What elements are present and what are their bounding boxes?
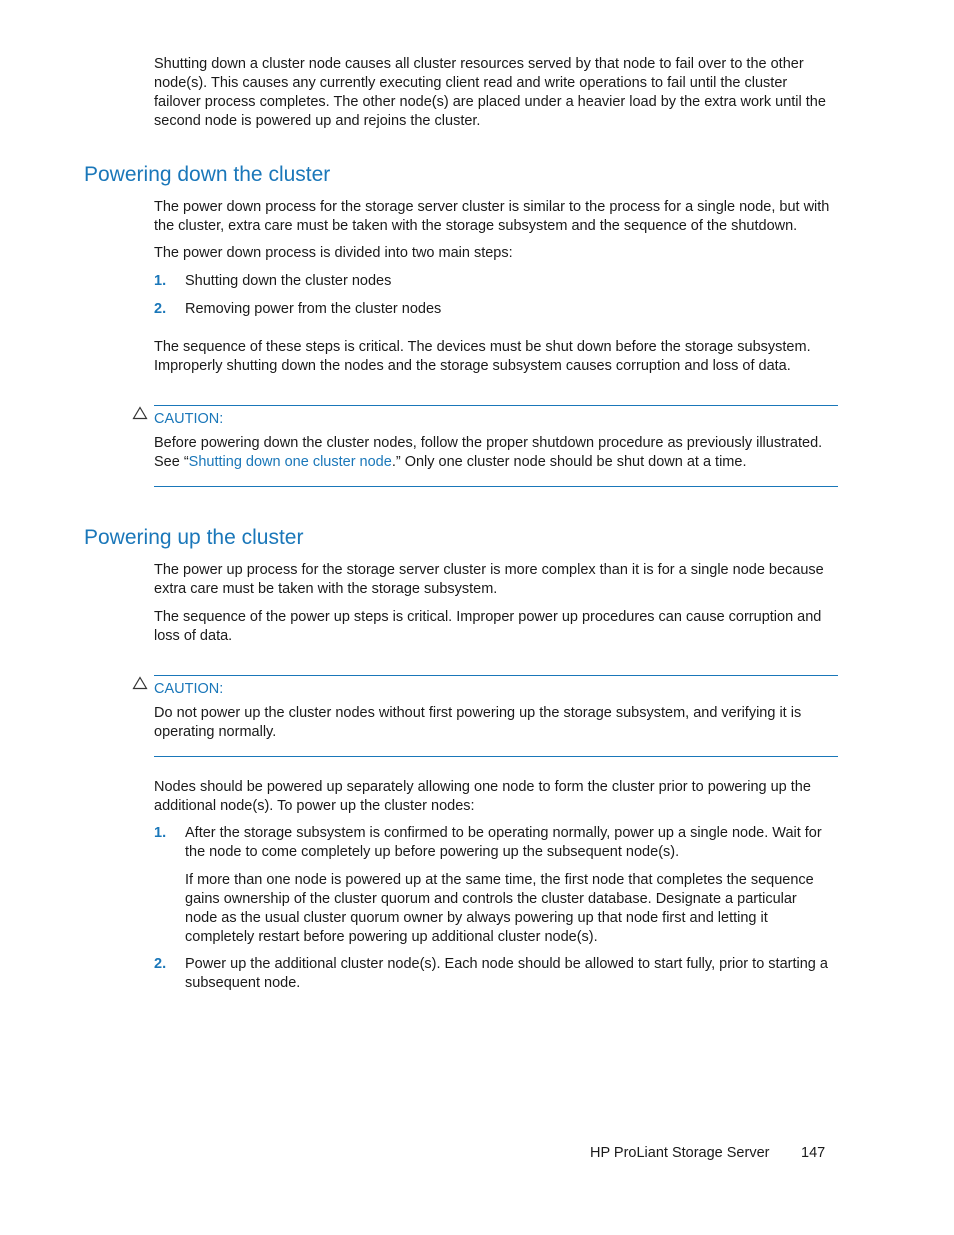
power-up-paragraph-3: Nodes should be powered up separately allowing one node to form the cluster prior to powering up the additional node(s). To power up the cluster nodes: [154, 779, 811, 814]
caution-1-label: CAUTION: [154, 411, 224, 427]
power-down-heading: Powering down the cluster [84, 163, 331, 186]
power-down-step-2-text: Removing power from the cluster nodes [185, 301, 442, 317]
caution-1-text-after: .” Only one cluster node should be shut down at a time. [391, 454, 747, 470]
footer-title: HP ProLiant Storage Server [590, 1145, 770, 1161]
power-down-step-1-number: 1. [154, 273, 167, 289]
power-down-paragraph-3: The sequence of these steps is critical. The devices must be shut down before the storage subsystem. Improperly shutting down the nodes and the storage subsystem causes corruption and loss of data. [154, 339, 811, 374]
caution-1-top-rule [154, 405, 838, 406]
page-number: 147 [801, 1145, 826, 1161]
power-up-paragraph-2: The sequence of the power up steps is critical. Improper power up procedures can cause corruption and loss of data. [154, 609, 822, 644]
caution-triangle-icon [132, 406, 148, 420]
caution-2-bottom-rule [154, 756, 838, 757]
power-down-step-2-number: 2. [154, 301, 167, 317]
caution-1-bottom-rule [154, 486, 838, 487]
power-up-step-1-text: After the storage subsystem is confirmed to be operating normally, power up a single node. Wait for the node to come completely up before powering up the subsequent node(s). [185, 825, 822, 860]
caution-2-label: CAUTION: [154, 681, 224, 697]
power-down-paragraph-2: The power down process is divided into two main steps: [154, 245, 513, 261]
power-down-paragraph-1: The power down process for the storage server cluster is similar to the process for a single node, but with the cluster, extra care must be taken with the storage subsystem and the sequence of the shutdown. [154, 199, 830, 234]
caution-triangle-icon [132, 676, 148, 690]
caution-1-text [154, 434, 838, 472]
intro-paragraph: Shutting down a cluster node causes all cluster resources served by that node to fail over to the other node(s). This causes any currently executing client read and write operations to fail until the cluster failover process completes. The other node(s) are placed under a heavier load by the extra work until the second node is powered up and rejoins the cluster. [154, 56, 826, 129]
caution-2-top-rule [154, 675, 838, 676]
power-up-heading: Powering up the cluster [84, 526, 304, 549]
power-up-step-2-text: Power up the additional cluster node(s). Each node should be allowed to start fully, prior to starting a subsequent node. [185, 956, 828, 991]
power-down-step-1-text: Shutting down the cluster nodes [185, 273, 392, 289]
power-up-paragraph-1: The power up process for the storage server cluster is more complex than it is for a single node because extra care must be taken with the storage subsystem. [154, 562, 824, 597]
power-up-step-1-number: 1. [154, 825, 167, 841]
power-up-step-2-number: 2. [154, 956, 167, 972]
shutting-down-node-link[interactable]: Shutting down one cluster node [188, 454, 392, 470]
caution-2-text: Do not power up the cluster nodes without first powering up the storage subsystem, and verifying it is operating normally. [154, 705, 802, 740]
power-up-step-1-subtext: If more than one node is powered up at the same time, the first node that completes the sequence gains ownership of the cluster quorum and controls the cluster database. Designate a particular node as the usual cluster quorum owner by always powering up that node first and letting it completely restart before powering up additional cluster node(s). [185, 872, 814, 945]
caution-1-text-before: Before powering down the cluster nodes, follow the proper shutdown procedure as previously illustrated. See “ [154, 435, 823, 470]
